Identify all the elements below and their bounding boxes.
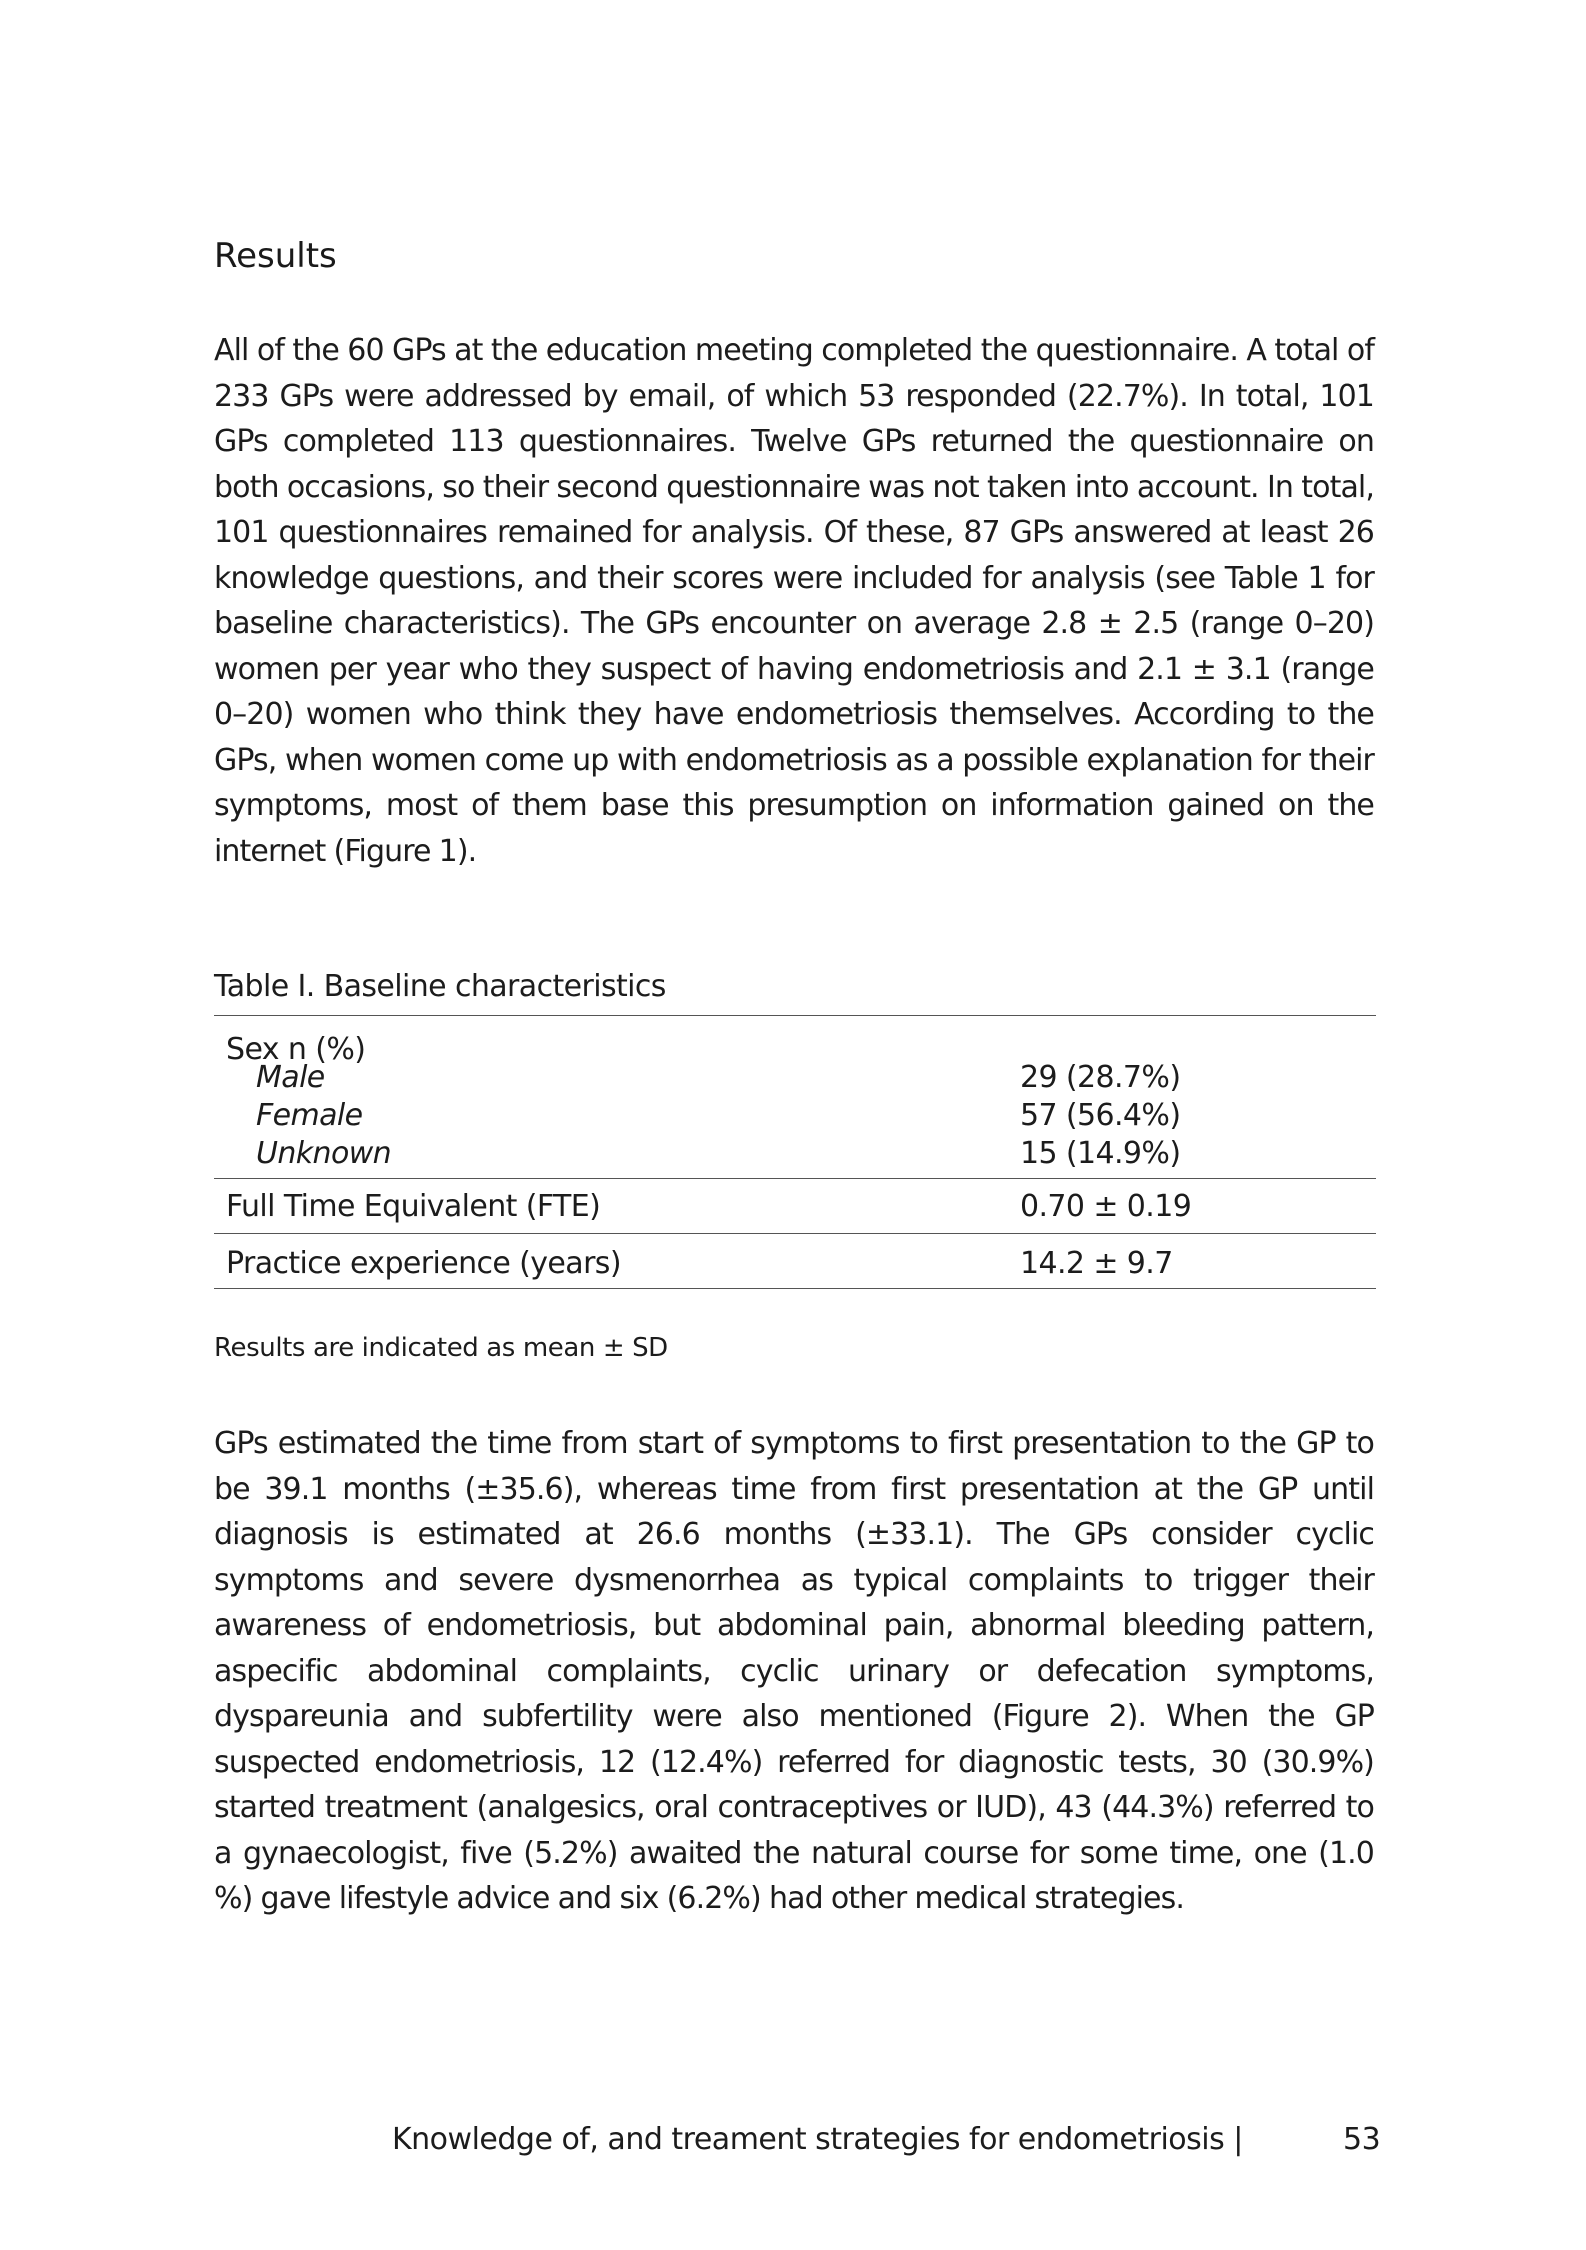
male-label: Male (256, 1060, 325, 1095)
table-row-male (214, 1054, 1376, 1095)
fte-value: 0.70 ± 0.19 (1020, 1189, 1192, 1224)
table-row-fte (214, 1179, 1376, 1233)
table-note: Results are indicated as mean ± SD (214, 1333, 668, 1363)
table-caption-text: Baseline characteristics (314, 969, 666, 1004)
table-row-sex-header (214, 1016, 1376, 1067)
table-caption (214, 969, 666, 1004)
table-caption-label: Table I. (214, 969, 315, 1004)
male-value: 29 (28.7%) (1020, 1060, 1181, 1095)
results-paragraph-2: GPs estimated the time from start of symptoms to first presentation to the GP to be 39.1 months (±35.6), whereas time from first presentation at the GP until diagnosis is estimated at 26.6 months (±33.1). The GPs consider cyclic symptoms and severe dysmenorrhea as typical complaints to trigger their awareness of endometriosis, but abdominal pain, abnormal bleeding pattern, aspecific abdominal complaints, cyclic urinary or defecation symptoms, dyspareunia and subfertility were also mentioned (Figure 2). When the GP suspected endometriosis, 12 (12.4%) referred for diagnostic tests, 30 (30.9%) started treatment (analgesics, oral contraceptives or IUD), 43 (44.3%) referred to a gynaecologist, five (5.2%) awaited the natural course for some time, one (1.0 %) gave lifestyle advice and six (6.2%) had other medical strategies. (214, 1426, 1374, 1916)
table-bottom-rule (214, 1288, 1376, 1289)
results-paragraph-1: All of the 60 GPs at the education meeting completed the questionnaire. A total of 233 GPs were addressed by email, of which 53 responded (22.7%). In total, 101 GPs completed 113 questionnaires. Twelve GPs returned the questionnaire on both occasions, so their second questionnaire was not taken into account. In total, 101 questionnaires remained for analysis. Of these, 87 GPs answered at least 26 knowledge questions, and their scores were included for analysis (see Table 1 for baseline characteristics). The GPs encounter on average 2.8 ± 2.5 (range 0–20) women per year who they suspect of having endometriosis and 2.1 ± 3.1 (range 0–20) women who think they have endometriosis themselves. According to the GPs, when women come up with endometriosis as a possible explanation for their symptoms, most of them base this presumption on information gained on the internet (Figure 1). (214, 333, 1374, 869)
section-heading: Results (214, 236, 337, 276)
running-title: Knowledge of, and treament strategies for endometriosis | (392, 2122, 1243, 2157)
practice-label: Practice experience (years) (226, 1246, 621, 1281)
practice-value: 14.2 ± 9.7 (1020, 1246, 1173, 1281)
table-row-practice (214, 1234, 1376, 1288)
unknown-value: 15 (14.9%) (1020, 1136, 1181, 1171)
table-row-unknown (214, 1130, 1376, 1178)
table-row-female (214, 1092, 1376, 1133)
baseline-table (214, 1015, 1376, 1289)
page-number: 53 (1343, 2122, 1381, 2157)
sex-header-label: Sex n (%) (226, 1032, 366, 1067)
female-label: Female (256, 1098, 363, 1133)
female-value: 57 (56.4%) (1020, 1098, 1181, 1133)
fte-label: Full Time Equivalent (FTE) (226, 1189, 601, 1224)
unknown-label: Unknown (256, 1136, 392, 1171)
